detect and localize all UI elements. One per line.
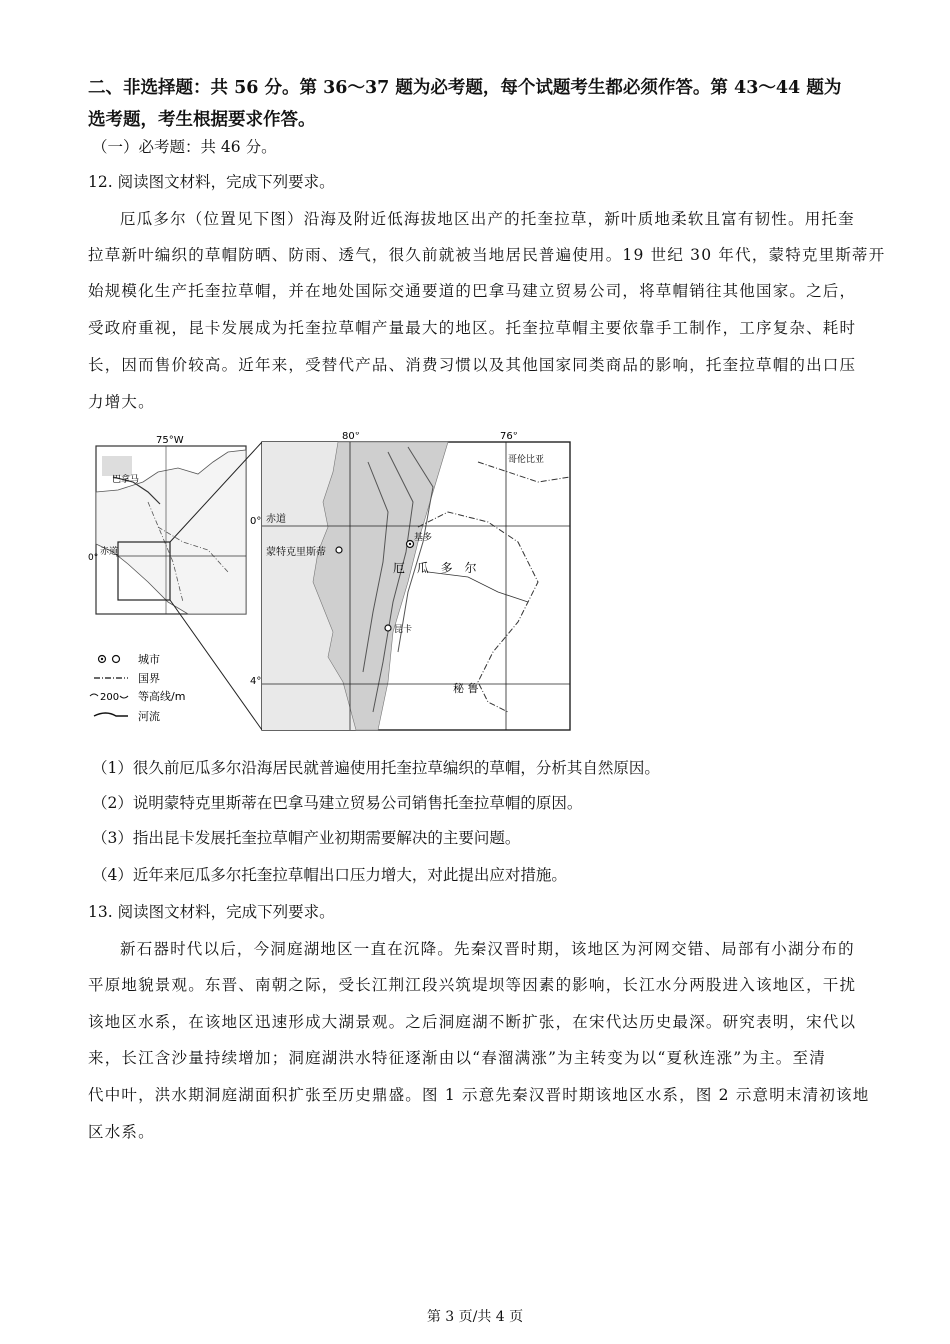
q12-para-line: 力增大。 — [88, 393, 155, 411]
city-marker — [336, 547, 342, 553]
inset-equator-label: 赤道 — [100, 547, 119, 557]
legend-border-label: 国界 — [138, 672, 160, 685]
legend-city-icon — [113, 656, 120, 663]
legend-river-icon — [94, 713, 128, 716]
legend-contour-icon — [90, 694, 98, 696]
lon80-label: 80° — [342, 432, 360, 442]
inset-lat-label: 0° — [88, 553, 99, 563]
legend-river-label: 河流 — [138, 710, 160, 723]
lon76-label: 76° — [500, 432, 518, 442]
peru-label: 秘 鲁 — [453, 682, 479, 695]
q12-sub3: （3）指出昆卡发展托奎拉草帽产业初期需要解决的主要问题。 — [92, 829, 521, 847]
q13-para-line: 代中叶，洪水期洞庭湖面积扩张至历史鼎盛。图 1 示意先秦汉晋时期该地区水系，图 2 示意明末清初该地 — [88, 1086, 870, 1104]
q12-para-line: 长，因而售价较高。近年来，受替代产品、消费习惯以及其他国家同类商品的影响，托奎拉草帽的出口压 — [88, 356, 857, 374]
lat0-label: 0° — [250, 516, 262, 527]
inset-lon-label: 75°W — [156, 435, 184, 446]
lat4-label: 4° — [250, 676, 262, 687]
section-heading-line1: 二、非选择题：共 56 分。第 36～37 题为必考题，每个试题考生都必须作答。第 43～44 题为 — [88, 78, 842, 98]
legend-contour-value: 200 — [100, 692, 120, 703]
connector-line — [170, 600, 262, 730]
q13-para-line: 来，长江含沙量持续增加；洞庭湖洪水特征逐渐由以“春溜满涨”为主转变为以“夏秋连涨”为主。至清 — [88, 1049, 826, 1067]
q12-para-line: 拉草新叶编织的草帽防晒、防雨、透气，很久前就被当地居民普遍使用。19 世纪 30 年代，蒙特克里斯蒂开 — [88, 246, 886, 264]
q12-sub1: （1）很久前厄瓜多尔沿海居民就普遍使用托奎拉草编织的草帽，分析其自然原因。 — [92, 759, 660, 777]
q13-para-line: 区水系。 — [88, 1123, 155, 1141]
colombia-label: 哥伦比亚 — [508, 455, 545, 465]
montecristi-label: 蒙特克里斯蒂 — [266, 547, 326, 558]
city-marker — [409, 543, 411, 545]
q13-para-line: 该地区水系，在该地区迅速形成大湖景观。之后洞庭湖不断扩张，在宋代达历史最深。研究表明，宋代以 — [88, 1013, 857, 1031]
section-heading-line2: 选考题，考生根据要求作答。 — [88, 110, 316, 130]
q13-title: 13. 阅读图文材料，完成下列要求。 — [88, 903, 335, 921]
legend-contour-icon — [120, 696, 128, 698]
inset-sea-patch — [102, 456, 132, 476]
q12-para-line: 厄瓜多尔（位置见下图）沿海及附近低海拔地区出产的托奎拉草，新叶质地柔软且富有韧性。用托奎 — [120, 210, 855, 228]
q12-para-line: 始规模化生产托奎拉草帽，并在地处国际交通要道的巴拿马建立贸易公司，将草帽销往其他国家。之后， — [88, 282, 857, 300]
q13-para-line: 新石器时代以后，今洞庭湖地区一直在沉降。先秦汉晋时期，该地区为河网交错、局部有小湖分布的 — [120, 940, 855, 958]
legend-city-label: 城市 — [138, 653, 160, 666]
city-marker — [385, 625, 391, 631]
q12-sub4: （4）近年来厄瓜多尔托奎拉草帽出口压力增大，对此提出应对措施。 — [92, 866, 567, 884]
legend-city-icon — [101, 658, 103, 660]
page-footer: 第 3 页/共 4 页 — [426, 1309, 524, 1325]
inset-panama-label: 巴拿马 — [112, 475, 140, 485]
quito-label: 基多 — [414, 533, 433, 543]
country-label: 厄 瓜 多 尔 — [393, 561, 481, 575]
q13-para-line: 平原地貌景观。东晋、南朝之际，受长江荆江段兴筑堤坝等因素的影响，长江水分两股进入该地区，干扰 — [88, 976, 857, 994]
q12-sub2: （2）说明蒙特克里斯蒂在巴拿马建立贸易公司销售托奎拉草帽的原因。 — [92, 794, 583, 812]
q12-para-line: 受政府重视，昆卡发展成为托奎拉草帽产量最大的地区。托奎拉草帽主要依靠手工制作，工序复杂、耗时 — [88, 319, 857, 337]
legend-contour-label: 等高线/m — [138, 690, 186, 703]
q12-title: 12. 阅读图文材料，完成下列要求。 — [88, 173, 335, 191]
cuenca-label: 昆卡 — [394, 625, 413, 635]
equator-label: 赤道 — [266, 514, 286, 525]
ecuador-map-figure — [88, 432, 588, 742]
section-subheading: （一）必考题：共 46 分。 — [92, 138, 277, 156]
